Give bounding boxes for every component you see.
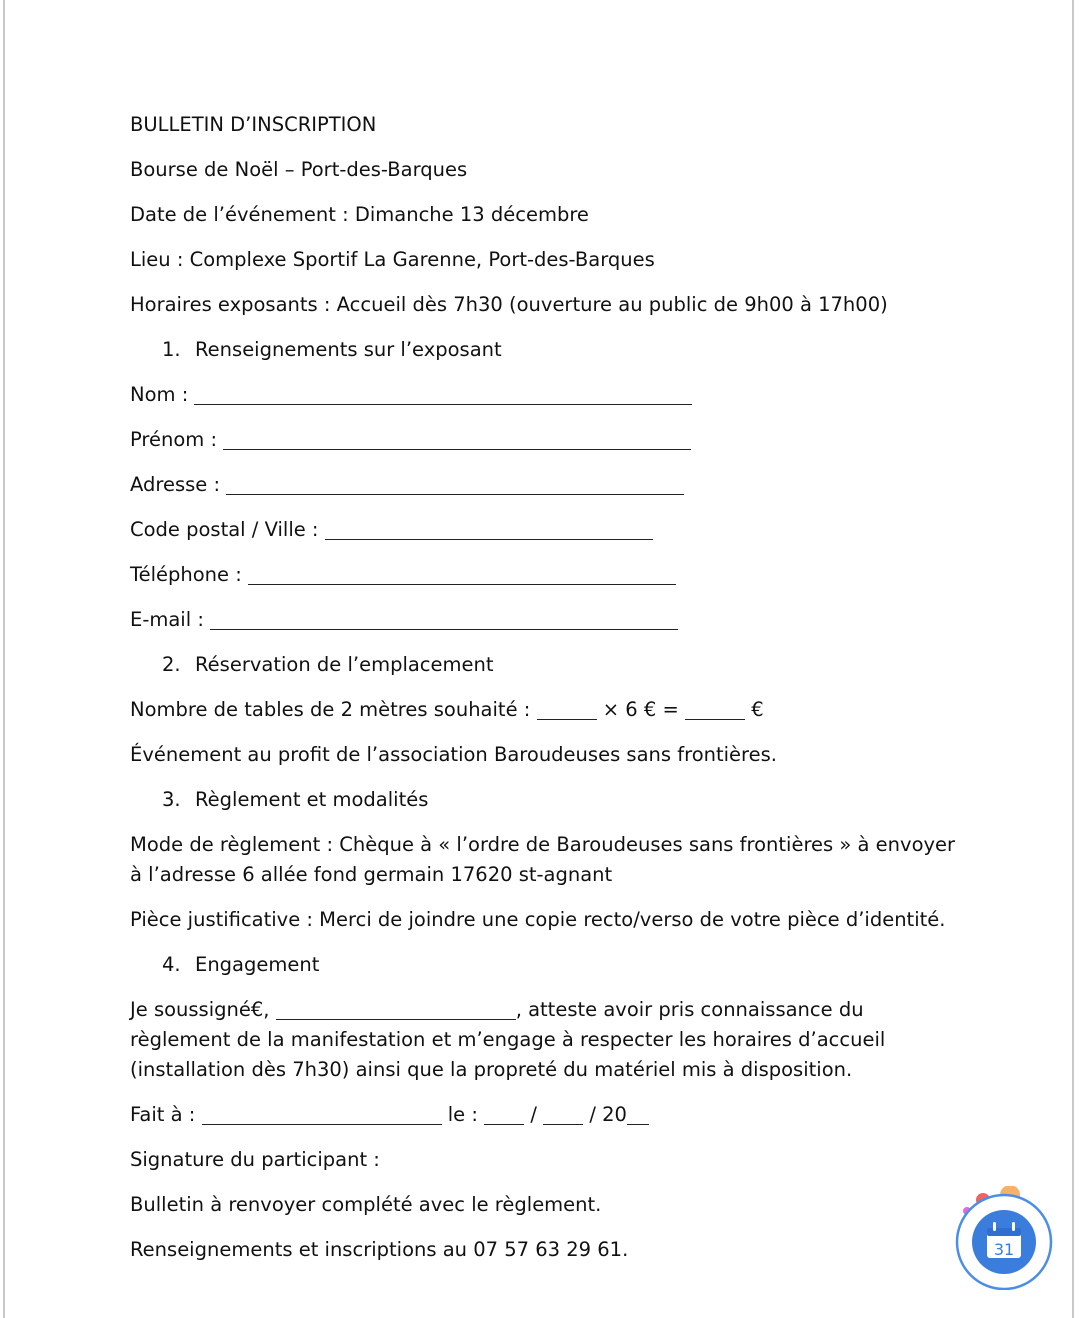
date-day-blank[interactable] bbox=[484, 1102, 524, 1125]
event-place: Lieu : Complexe Sportif La Garenne, Port-des-Barques bbox=[130, 248, 655, 271]
page-edge-right bbox=[1072, 0, 1074, 1318]
field-prenom: Prénom : bbox=[130, 425, 960, 455]
fait-place-blank[interactable] bbox=[202, 1102, 442, 1125]
fait-line: Fait à : le : / / 20 bbox=[130, 1100, 960, 1130]
field-code-postal-ville-blank[interactable] bbox=[325, 517, 653, 540]
field-nom-blank[interactable] bbox=[194, 382, 692, 405]
engagement-text: Je soussigné€, , atteste avoir pris connaissance du règlement de la manifestation et m’engage à respecter les horaires d’accueil (installation dès 7h30) ainsi que la propreté du matériel mis à disposition. bbox=[130, 998, 886, 1081]
field-code-postal-ville: Code postal / Ville : bbox=[130, 515, 960, 545]
field-prenom-blank[interactable] bbox=[223, 427, 691, 450]
field-telephone: Téléphone : bbox=[130, 560, 960, 590]
event-date: Date de l’événement : Dimanche 13 décembre bbox=[130, 203, 589, 226]
tables-line: Nombre de tables de 2 mètres souhaité : × 6 € = € bbox=[130, 698, 764, 721]
signature-label: Signature du participant : bbox=[130, 1148, 380, 1171]
engagement-name-blank[interactable] bbox=[276, 997, 516, 1020]
field-adresse: Adresse : bbox=[130, 470, 960, 500]
tables-total-blank[interactable] bbox=[685, 697, 745, 720]
page-edge-left bbox=[3, 0, 5, 1318]
field-nom: Nom : bbox=[130, 380, 960, 410]
date-year-blank[interactable] bbox=[627, 1102, 649, 1125]
document-body bbox=[130, 110, 960, 1280]
section-heading-4: 4. Engagement bbox=[162, 953, 320, 976]
field-telephone-blank[interactable] bbox=[248, 562, 676, 585]
document-title: BULLETIN D’INSCRIPTION bbox=[130, 113, 377, 136]
calendar-icon bbox=[955, 1186, 1055, 1290]
section-heading-1: 1. Renseignements sur l’exposant bbox=[162, 338, 502, 361]
tables-count-blank[interactable] bbox=[537, 697, 597, 720]
return-line: Bulletin à renvoyer complété avec le règlement. bbox=[130, 1193, 602, 1216]
field-email-blank[interactable] bbox=[210, 607, 678, 630]
section-heading-2: 2. Réservation de l’emplacement bbox=[162, 653, 494, 676]
payment-proof: Pièce justificative : Merci de joindre une copie recto/verso de votre pièce d’identité. bbox=[130, 908, 946, 931]
calendar-badge[interactable] bbox=[955, 1186, 1055, 1290]
profit-line: Événement au profit de l’association Baroudeuses sans frontières. bbox=[130, 743, 777, 766]
info-line: Renseignements et inscriptions au 07 57 63 29 61. bbox=[130, 1238, 629, 1261]
field-adresse-blank[interactable] bbox=[226, 472, 684, 495]
payment-mode: Mode de règlement : Chèque à « l’ordre de Baroudeuses sans frontières » à envoyer à l’adresse 6 allée fond germain 17620 st-agnant bbox=[130, 833, 956, 886]
event-name: Bourse de Noël – Port-des-Barques bbox=[130, 158, 468, 181]
calendar-day: 31 bbox=[993, 1240, 1015, 1259]
field-email: E-mail : bbox=[130, 605, 960, 635]
event-hours: Horaires exposants : Accueil dès 7h30 (ouverture au public de 9h00 à 17h00) bbox=[130, 293, 888, 316]
date-month-blank[interactable] bbox=[543, 1102, 583, 1125]
section-heading-3: 3. Règlement et modalités bbox=[162, 788, 429, 811]
